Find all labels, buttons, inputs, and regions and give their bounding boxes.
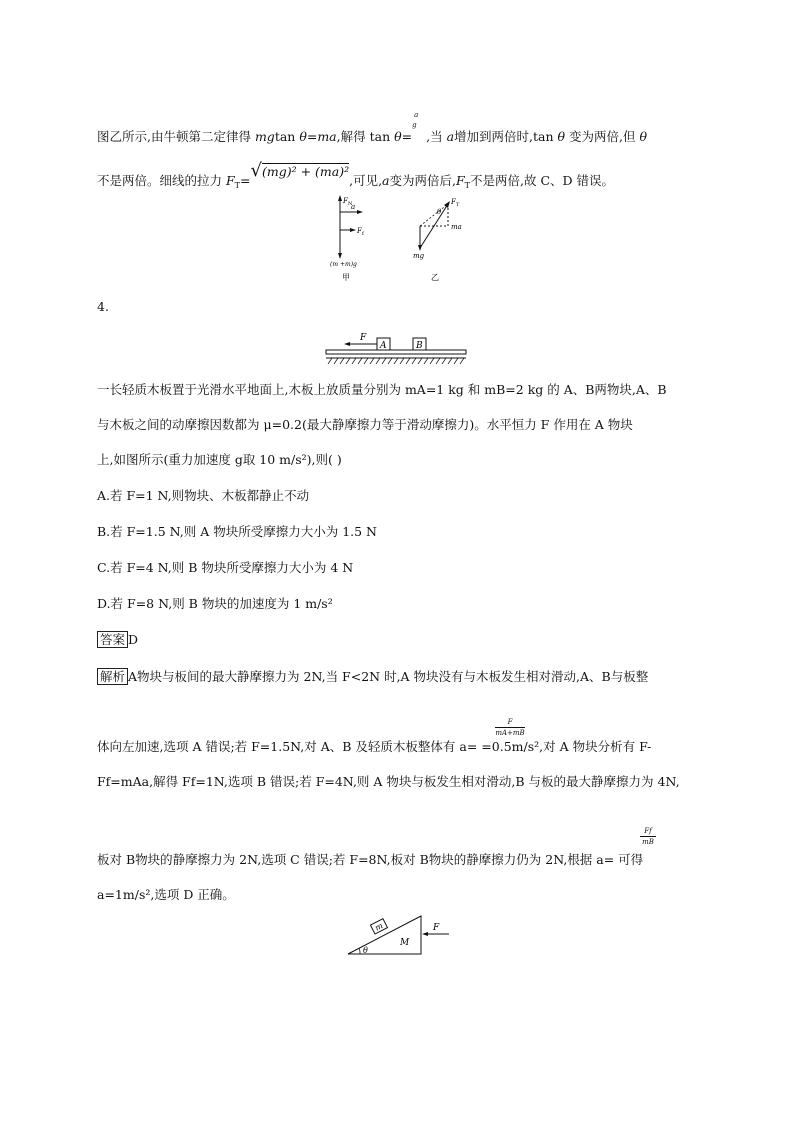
svg-text:F: F <box>343 197 348 205</box>
analysis-line-4: 板对 B物块的静摩擦力为 2N,选项 C 错误;若 F=8N,板对 B物块的静摩擦力仍为 2N,根据 a= 可得 <box>97 852 644 867</box>
figure-yi <box>413 198 462 282</box>
analysis-line-3: Ff=mAa,解得 Ff=1N,选项 B 错误;若 F=4N,则 A 物块与板发生相对滑动,B 与板的最大静摩擦力为 4N, <box>97 774 680 789</box>
question-line-2: 与木板之间的动摩擦因数都为 μ=0.2(最大静摩擦力等于滑动摩擦力)。水平恒力 F 作用在 A 物块 <box>97 417 633 432</box>
figure-jia <box>330 195 365 282</box>
answer-value: D <box>128 632 139 647</box>
svg-text:F: F <box>433 923 440 933</box>
svg-text:+m)g: +m)g <box>340 261 357 268</box>
wedge-figure <box>345 912 455 958</box>
svg-text:A: A <box>380 341 387 351</box>
svg-text:F: F <box>357 227 362 235</box>
analysis-label: 解析 <box>97 668 128 685</box>
fraction-a-over-g: a g <box>412 111 419 129</box>
svg-text:M: M <box>400 938 410 948</box>
svg-text:ma: ma <box>451 223 462 231</box>
fraction-f-over-masses: F mA+mB <box>495 718 525 737</box>
analysis-line-5: a=1m/s²,选项 D 正确。 <box>97 887 235 902</box>
option-d: D.若 F=8 N,则 B 物块的加速度为 1 m/s² <box>97 596 333 611</box>
answer-label: 答案 <box>97 631 128 648</box>
question-line-3: 上,如图所示(重力加速度 g取 10 m/s²),则( ) <box>97 452 342 467</box>
analysis-line-1: 解析 A物块与板间的最大静摩擦力为 2N,当 F<2N 时,A 物块没有与木板发生相对滑动,A、B与板整 <box>97 667 648 687</box>
text-line-2: 不是两倍。细线的拉力 $F_T=√(mg)^2 + (ma)^2$,可见,a变为两倍后$,F_T$不是两倍,故 C、D 错误。 <box>97 160 615 190</box>
svg-text:a: a <box>351 203 356 211</box>
svg-text:乙: 乙 <box>431 273 439 282</box>
svg-text:T: T <box>456 202 460 208</box>
svg-text:B: B <box>416 341 423 351</box>
fraction-ff-over-mb: Ff mB <box>640 826 656 847</box>
svg-text:θ: θ <box>363 946 368 955</box>
svg-text:f: f <box>362 231 364 237</box>
board-figure <box>322 330 472 366</box>
svg-text:F: F <box>451 198 456 206</box>
svg-text:mg: mg <box>413 252 425 260</box>
svg-text:甲: 甲 <box>342 273 350 282</box>
option-b: B.若 F=1.5 N,则 A 物块所受摩擦力大小为 1.5 N <box>97 524 377 539</box>
svg-text:F: F <box>360 333 367 343</box>
analysis-line-2: 体向左加速,选项 A 错误;若 F=1.5N,对 A、B 及轻质木板整体有 a= =0.5m/s²,对 A 物块分析有 F- <box>97 739 652 754</box>
question-line-1: 一长轻质木板置于光滑水平地面上,木板上放质量分别为 mA=1 kg 和 mB=2 kg 的 A、B两物块,A、B <box>97 382 667 397</box>
question-number: 4. <box>97 299 109 314</box>
svg-text:θ: θ <box>437 208 442 216</box>
option-c: C.若 F=4 N,则 B 物块所受摩擦力大小为 4 N <box>97 560 354 575</box>
force-diagrams <box>325 192 485 284</box>
svg-text:m: m <box>373 921 385 933</box>
answer-row <box>97 630 138 650</box>
svg-text:(m: (m <box>330 261 339 268</box>
text-line-1: 图乙所示,由牛顿第二定律得 mgtan θ=ma,解得 tan θ= a g ,当 a增加到两倍时,tan θ 变为两倍,但 θ <box>97 111 647 144</box>
option-a: A.若 F=1 N,则物块、木板都静止不动 <box>97 488 310 503</box>
svg-text:N: N <box>348 201 353 207</box>
sqrt-expression: √(mg)² + (ma)² <box>250 160 350 181</box>
